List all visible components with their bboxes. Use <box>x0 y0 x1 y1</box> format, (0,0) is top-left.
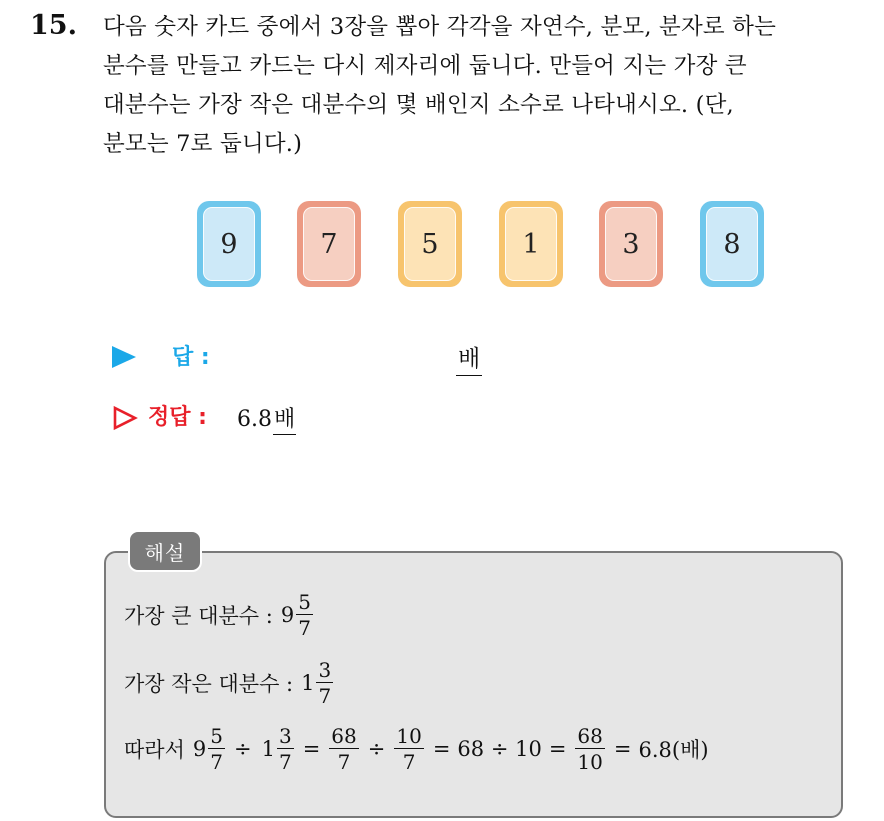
triangle-right-icon <box>112 346 136 368</box>
denominator: 10 <box>577 750 603 774</box>
number-card <box>599 201 663 287</box>
question-line: 다음 숫자 카드 중에서 3장을 뽑아 각각을 자연수, 분모, 분자로 하는 <box>103 14 777 40</box>
fraction <box>316 660 333 706</box>
number-card <box>197 201 261 287</box>
question-number: 15. <box>30 10 77 41</box>
denominator: 7 <box>278 750 292 774</box>
question-text <box>103 8 873 164</box>
division-expression: 68 ÷ 10 <box>457 737 542 761</box>
denominator: 7 <box>402 750 416 774</box>
solution-largest <box>124 592 315 638</box>
fraction <box>329 726 358 772</box>
number-cards <box>0 201 884 293</box>
answer-unit: 배 <box>456 340 482 376</box>
number-card <box>499 201 563 287</box>
fraction <box>277 726 294 772</box>
number-card <box>398 201 462 287</box>
card-value: 7 <box>303 207 355 281</box>
denominator: 7 <box>210 750 223 774</box>
solution-smallest <box>124 660 335 706</box>
equals-sign: = <box>548 737 567 761</box>
fraction <box>575 726 604 772</box>
card-value: 3 <box>605 207 657 281</box>
card-value: 9 <box>203 207 255 281</box>
question-line: 대분수는 가장 작은 대분수의 몇 배인지 소수로 나타내시오. (단, <box>103 92 734 118</box>
mixed-whole: 1 <box>261 737 275 761</box>
numerator: 10 <box>396 724 422 748</box>
solution-calculation <box>124 726 709 772</box>
triangle-outline-icon <box>112 405 138 431</box>
correct-answer-row <box>112 398 532 438</box>
answer-row <box>112 336 532 376</box>
denominator: 7 <box>337 750 351 774</box>
numerator: 68 <box>577 724 603 748</box>
correct-value-wrap <box>237 402 296 433</box>
equals-sign: = <box>432 737 451 761</box>
equals-sign: = <box>613 737 632 761</box>
divide-sign: ÷ <box>367 737 386 761</box>
denominator: 7 <box>318 684 332 708</box>
question-line: 분모는 7로 둡니다.) <box>103 131 303 157</box>
calculation-result: 6.8(배) <box>638 738 709 762</box>
denominator: 7 <box>298 616 311 640</box>
question-line: 분수를 만들고 카드는 다시 제자리에 둡니다. 만들어 지는 가장 큰 <box>103 53 747 79</box>
numerator: 3 <box>318 658 332 682</box>
mixed-whole: 1 <box>301 671 315 695</box>
mixed-whole: 9 <box>280 603 295 627</box>
divide-sign: ÷ <box>233 737 252 761</box>
equals-sign: = <box>302 737 321 761</box>
number-card <box>297 201 361 287</box>
numerator: 68 <box>331 724 357 748</box>
correct-unit: 배 <box>273 407 296 435</box>
numerator: 5 <box>298 590 311 614</box>
mixed-whole: 9 <box>192 737 207 761</box>
card-value: 8 <box>706 207 758 281</box>
correct-value: 6.8 <box>237 407 272 432</box>
therefore-label: 따라서 <box>124 738 185 762</box>
fraction <box>208 726 225 772</box>
largest-label: 가장 큰 대분수 : <box>124 604 273 628</box>
smallest-label: 가장 작은 대분수 : <box>124 672 294 696</box>
numerator: 3 <box>278 724 292 748</box>
solution-tab: 해설 <box>128 530 202 572</box>
card-value: 5 <box>404 207 456 281</box>
card-value: 1 <box>505 207 557 281</box>
correct-label: 정답 : <box>148 405 207 430</box>
answer-label: 답 : <box>172 345 210 370</box>
fraction <box>296 592 313 638</box>
numerator: 5 <box>210 724 223 748</box>
number-card <box>700 201 764 287</box>
fraction <box>394 726 423 772</box>
